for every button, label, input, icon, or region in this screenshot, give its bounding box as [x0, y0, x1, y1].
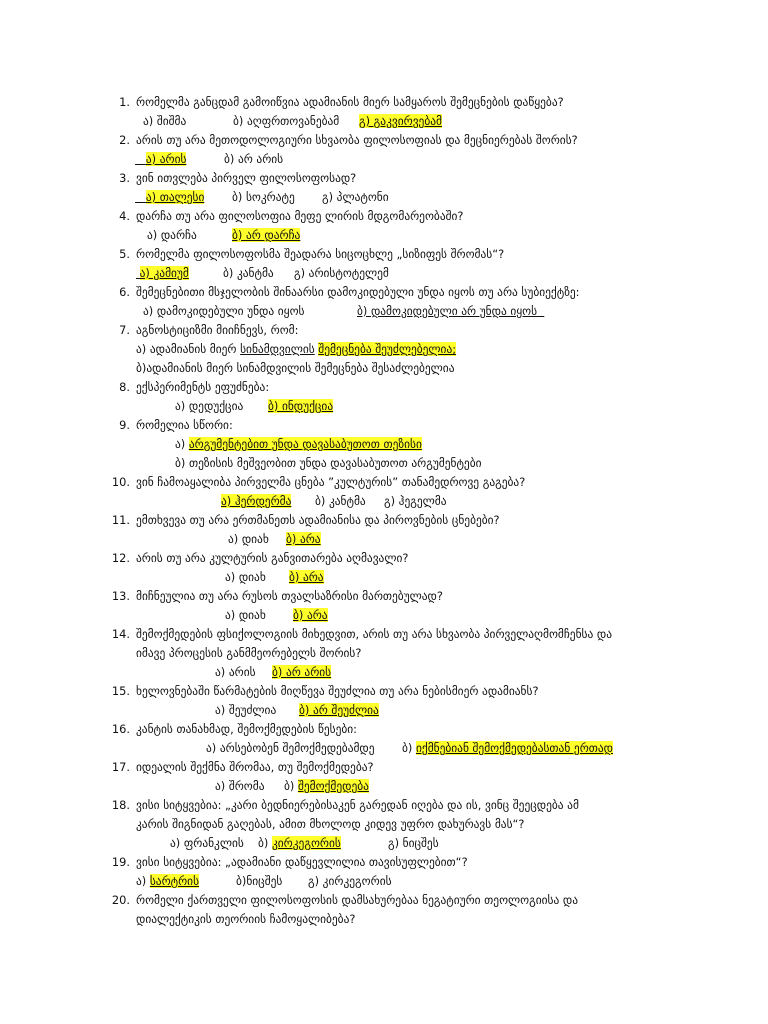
question-10: 10. ვინ ჩამოაყალიბა პირველმა ცნება ”კულტურის” თანამედროვე გაგება? — [111, 475, 526, 489]
answer-13-a: ა) დიახ — [225, 608, 266, 622]
answer-17-b: ბ) შემოქმედება — [284, 779, 369, 793]
answer-11-a: ა) დიახ — [228, 532, 269, 546]
answer-18-b: ბ) კირკეგორის — [258, 836, 341, 850]
answer-14-a: ა) არის — [215, 665, 256, 679]
answer-10-a: ა) ჰერდერმა — [221, 494, 292, 508]
question-6: 6. შემეცნებითი მსჯელობის შინაარსი დამოკიდებული უნდა იყოს თუ არა სუბიექტზე: — [119, 285, 580, 299]
answer-14-b: ბ) არ არის — [272, 665, 332, 679]
answer-8-a: ა) დედუქცია — [175, 399, 244, 413]
answer-7-b: ბ)ადამიანის მიერ სინამდვილის შემეცნება შესაძლებელია — [136, 361, 455, 375]
question-4: 4. დარჩა თუ არა ფილოსოფია მეფე ლირის მდგომარეობაში? — [119, 209, 464, 223]
question-11: 11. ემთხვევა თუ არა ერთმანეთს ადამიანისა და პიროვნების ცნებები? — [111, 513, 500, 527]
answer-12-a: ა) დიახ — [225, 570, 266, 584]
answer-7-a: ა) ადამიანის მიერ სინამდვილის შემეცნება შეუძლებელია; — [136, 342, 457, 356]
answer-8-b: ბ) ინდუქცია — [268, 399, 334, 413]
answer-2-a: ა) არის — [145, 152, 187, 166]
question-13: 13. მიჩნეულია თუ არა რუსოს თვალსაზრისი მართებულად? — [111, 589, 443, 603]
answer-15-b: ბ) არ შეუძლია — [299, 703, 379, 717]
question-2: 2. არის თუ არა მეთოდოლოგიური სხვაობა ფილოსოფიას და მეცნიერებას შორის? — [119, 133, 578, 147]
answer-3-b: ბ) სოკრატე — [232, 190, 295, 204]
question-19: 19. ვისი სიტყვებია: „ადამიანი დაწყევლილია თავისუფლებით“? — [111, 855, 468, 869]
answer-19-b: ბ)ნიცშეს — [236, 874, 283, 888]
answer-6-a: ა) დამოკიდებული უნდა იყოს — [143, 304, 305, 318]
question-12: 12. არის თუ არა კულტურის განვითარება აღმავალი? — [111, 551, 409, 565]
answer-5-a: ა) კამიუმ — [139, 266, 189, 280]
question-20-line2: დიალექტიკის თეორიის ჩამოყალიბება? — [136, 912, 356, 926]
answer-13-b: ბ) არა — [293, 608, 328, 622]
question-14-line2: იმავე პროცესის განმმეორებელს შორის? — [136, 646, 362, 660]
question-3: 3. ვინ ითვლება პირველ ფილოსოფოსად? — [119, 171, 357, 185]
answer-12-b: ბ) არა — [289, 570, 324, 584]
question-5: 5. რომელმა ფილოსოფოსმა შეადარა სიცოცხლე „სიზიფეს შრომას“? — [119, 247, 505, 261]
answer-16-b: ბ) იქმნებიან შემოქმედებასთან ერთად — [402, 741, 613, 755]
answer-9-b: ბ) თეზისის მეშვეობით უნდა დავასაბუთოთ არგუმენტები — [175, 456, 482, 470]
answer-5-b: ბ) კანტმა — [223, 266, 274, 280]
answer-3-c: გ) პლატონი — [322, 190, 389, 204]
answer-1-b: ბ) აღფრთოვანებამ — [233, 114, 340, 128]
question-20: 20. რომელი ქართველი ფილოსოფოსის დამსახურებაა ნეგატიური თეოლოგიისა და — [111, 893, 578, 907]
answer-18-a: ა) ფრანკლის — [170, 836, 244, 850]
answer-17-a: ა) შრომა — [215, 779, 265, 793]
question-1: 1. რომელმა განცდამ გამოიწვია ადამიანის მიერ სამყაროს შემეცნების დაწყება? — [119, 95, 564, 109]
answer-9-a: ა) არგუმენტებით უნდა დავასაბუთოთ თეზისი — [175, 437, 422, 451]
answer-19-a: ა) სარტრის — [136, 874, 200, 888]
answer-18-c: გ) ნიცშეს — [388, 836, 439, 850]
question-16: 16. კანტის თანახმად, შემოქმედების წესები: — [111, 722, 358, 736]
question-9: 9. რომელია სწორი: — [119, 418, 233, 432]
answer-10-c: გ) ჰეგელმა — [384, 494, 447, 508]
answer-3-a: ა) თალესი — [145, 190, 205, 204]
answer-19-c: გ) კირკეგორის — [308, 874, 392, 888]
answer-11-b: ბ) არა — [286, 532, 321, 546]
answer-2-b: ბ) არ არის — [224, 152, 284, 166]
answer-4-a: ა) დარჩა — [147, 228, 197, 242]
question-7: 7. აგნოსტიციზმი მიიჩნევს, რომ: — [119, 323, 299, 337]
question-18-line2: კარის შიგნიდან გაღებას, ამით მხოლოდ კიდევ უფრო დახურავს მას“? — [136, 817, 525, 831]
answer-6-b: ბ) დამოკიდებული არ უნდა იყოს — [357, 304, 538, 318]
answer-15-a: ა) შეუძლია — [215, 703, 277, 717]
question-18: 18. ვისი სიტყვებია: „კარი ბედნიერებისაკენ გარედან იღება და ის, ვინც შეეცდება ამ — [111, 798, 579, 812]
answer-16-a: ა) არსებობენ შემოქმედებამდე — [206, 741, 375, 755]
question-8: 8. ექსპერიმენტს ეფუძნება: — [119, 380, 270, 394]
question-14: 14. შემოქმედების ფსიქოლოგიის მიხედვით, არის თუ არა სხვაობა პირველაღმომჩენსა და — [111, 627, 613, 641]
answer-1-a: ა) შიშმა — [143, 114, 187, 128]
answer-4-b: ბ) არ დარჩა — [232, 228, 301, 242]
question-17: 17. იდეალის შექმნა შრომაა, თუ შემოქმედება? — [111, 760, 374, 774]
answer-1-c: გ) გაკვირვებამ — [359, 114, 442, 128]
answer-10-b: ბ) კანტმა — [315, 494, 366, 508]
answer-5-c: გ) არისტოტელემ — [294, 266, 389, 280]
question-15: 15. ხელოვნებაში წარმატების მიღწევა შეუძლია თუ არა ნებისმიერ ადამიანს? — [111, 684, 539, 698]
